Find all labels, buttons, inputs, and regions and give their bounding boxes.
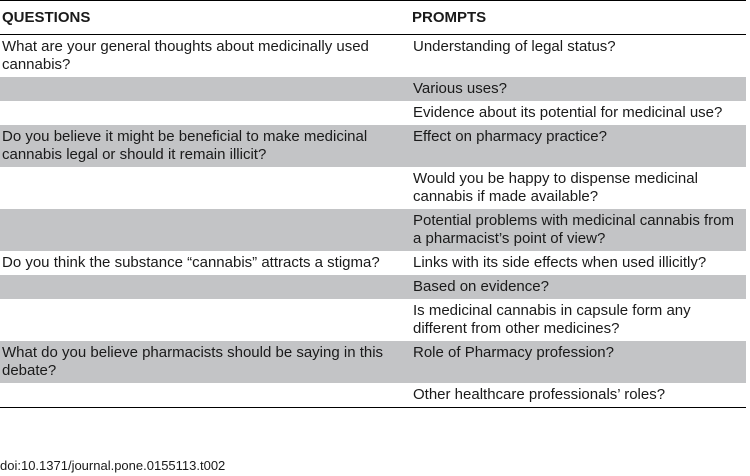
prompt-cell: Is medicinal cannabis in capsule form any different from other medicines? <box>413 302 691 337</box>
prompt-cell: Various uses? <box>410 77 746 101</box>
prompt-cell: Evidence about its potential for medicinal use? <box>413 104 723 121</box>
question-cell <box>0 275 410 299</box>
question-cell: Do you believe it might be beneficial to make medicinal cannabis legal or should it remain illicit? <box>0 125 410 167</box>
prompts-column-header: PROMPTS <box>410 1 746 35</box>
table-row <box>0 299 746 341</box>
table-row <box>0 77 746 101</box>
prompt-cell: Potential problems with medicinal cannabis from a pharmacist’s point of view? <box>410 209 746 251</box>
table-row <box>0 101 746 125</box>
table-row <box>0 275 746 299</box>
question-cell <box>0 383 410 408</box>
prompt-cell: Links with its side effects when used illicitly? <box>413 254 707 271</box>
question-cell <box>0 101 410 125</box>
table-header-row <box>0 1 746 35</box>
prompt-cell: Effect on pharmacy practice? <box>410 125 746 167</box>
questions-column-header: QUESTIONS <box>0 1 410 35</box>
doi-caption: doi:10.1371/journal.pone.0155113.t002 <box>0 458 226 473</box>
table-row <box>0 167 746 209</box>
prompt-cell: Role of Pharmacy profession? <box>410 341 746 383</box>
table-row <box>0 209 746 251</box>
prompt-cell: Understanding of legal status? <box>413 38 616 55</box>
table-row <box>0 383 746 408</box>
question-cell <box>0 77 410 101</box>
question-cell: Do you think the substance “cannabis” attracts a stigma? <box>2 254 380 271</box>
prompt-cell: Based on evidence? <box>410 275 746 299</box>
question-cell <box>0 299 410 341</box>
question-cell <box>0 167 410 209</box>
table-row <box>0 125 746 167</box>
table-row <box>0 341 746 383</box>
question-cell: What are your general thoughts about medicinally used cannabis? <box>2 38 369 73</box>
prompt-cell: Would you be happy to dispense medicinal cannabis if made available? <box>413 170 698 205</box>
question-cell: What do you believe pharmacists should be saying in this debate? <box>0 341 410 383</box>
prompt-cell: Other healthcare professionals’ roles? <box>410 383 746 408</box>
table-row <box>0 35 746 78</box>
table-row <box>0 251 746 275</box>
question-cell <box>0 209 410 251</box>
